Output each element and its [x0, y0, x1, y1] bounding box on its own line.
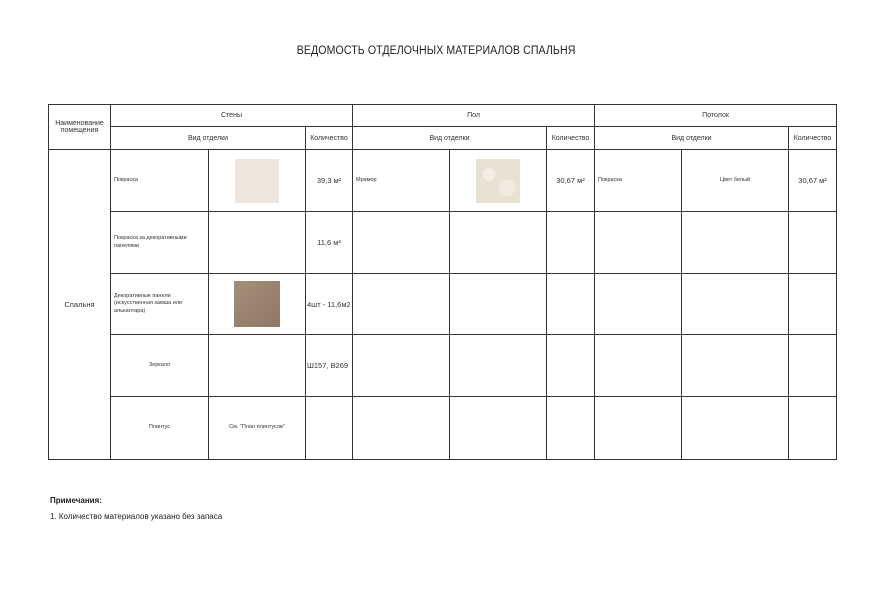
ceiling-color-cell: Цвет белый — [682, 150, 789, 212]
ceiling-color-cell — [682, 397, 789, 460]
floor-finish-cell — [353, 335, 450, 397]
wall-quantity-cell: 11,6 м² — [306, 212, 353, 274]
ceiling-finish-cell — [595, 397, 682, 460]
ceiling-quantity-cell — [789, 274, 837, 335]
wall-swatch-cell — [209, 335, 306, 397]
ceiling-finish-cell: Покраска — [595, 150, 682, 212]
floor-header: Пол — [353, 105, 595, 127]
floor-swatch-cell — [450, 274, 547, 335]
wall-finish-cell: Покраска — [111, 150, 209, 212]
suede-swatch — [234, 281, 280, 327]
wall-quantity-cell: Ш157, В269 — [306, 335, 353, 397]
floor-finish-type-header: Вид отделки — [353, 127, 547, 150]
floor-swatch-cell — [450, 397, 547, 460]
walls-finish-type-header: Вид отделки — [111, 127, 306, 150]
floor-quantity-cell — [547, 212, 595, 274]
ceiling-finish-cell — [595, 212, 682, 274]
ceiling-quantity-cell — [789, 335, 837, 397]
table-row — [49, 212, 837, 274]
ceiling-color-cell — [682, 274, 789, 335]
table-row — [49, 274, 837, 335]
wall-finish-cell: Покраска за декоративными панелями — [111, 212, 209, 274]
wall-swatch-cell — [209, 150, 306, 212]
note-item: 1. Количество материалов указано без запаса — [50, 512, 223, 521]
floor-swatch-cell — [450, 150, 547, 212]
wall-finish-cell: Плинтус — [111, 397, 209, 460]
floor-finish-cell — [353, 397, 450, 460]
wall-finish-cell: Зеркало — [111, 335, 209, 397]
floor-finish-cell: Мрамор — [353, 150, 450, 212]
floor-swatch-cell — [450, 212, 547, 274]
floor-quantity-cell — [547, 274, 595, 335]
floor-quantity-cell — [547, 335, 595, 397]
ceiling-finish-cell — [595, 274, 682, 335]
ceiling-quantity-cell — [789, 397, 837, 460]
table-row — [49, 150, 837, 212]
table-row — [49, 397, 837, 460]
document-title: ВЕДОМОСТЬ ОТДЕЛОЧНЫХ МАТЕРИАЛОВ СПАЛЬНЯ — [296, 45, 576, 57]
wall-reference-cell: См. "План плинтусов" — [209, 397, 306, 460]
wall-quantity-cell: 4шт - 11,6м2 — [306, 274, 353, 335]
floor-finish-cell — [353, 274, 450, 335]
floor-quantity-header: Количество — [547, 127, 595, 150]
ceiling-quantity-cell — [789, 212, 837, 274]
wall-swatch-cell — [209, 212, 306, 274]
wall-quantity-cell: 39,3 м² — [306, 150, 353, 212]
room-name-cell: Спальня — [49, 150, 111, 460]
table-row — [49, 335, 837, 397]
finishing-materials-table — [48, 104, 837, 460]
walls-header: Стены — [111, 105, 353, 127]
ceiling-color-cell — [682, 212, 789, 274]
walls-quantity-header: Количество — [306, 127, 353, 150]
wall-swatch-cell — [209, 274, 306, 335]
floor-finish-cell — [353, 212, 450, 274]
marble-swatch — [476, 159, 520, 203]
ceiling-header: Потолок — [595, 105, 837, 127]
ceiling-finish-type-header: Вид отделки — [595, 127, 789, 150]
wall-finish-cell: Декоративные панели (искусственная замша или алькантара) — [111, 274, 209, 335]
ceiling-finish-cell — [595, 335, 682, 397]
paint-swatch — [235, 159, 279, 203]
ceiling-quantity-cell: 30,67 м² — [789, 150, 837, 212]
floor-quantity-cell: 30,67 м² — [547, 150, 595, 212]
room-name-header: Наименование помещения — [49, 105, 111, 150]
floor-swatch-cell — [450, 335, 547, 397]
ceiling-color-cell — [682, 335, 789, 397]
notes-title: Примечания: — [50, 496, 102, 505]
floor-quantity-cell — [547, 397, 595, 460]
ceiling-quantity-header: Количество — [789, 127, 837, 150]
wall-quantity-cell — [306, 397, 353, 460]
